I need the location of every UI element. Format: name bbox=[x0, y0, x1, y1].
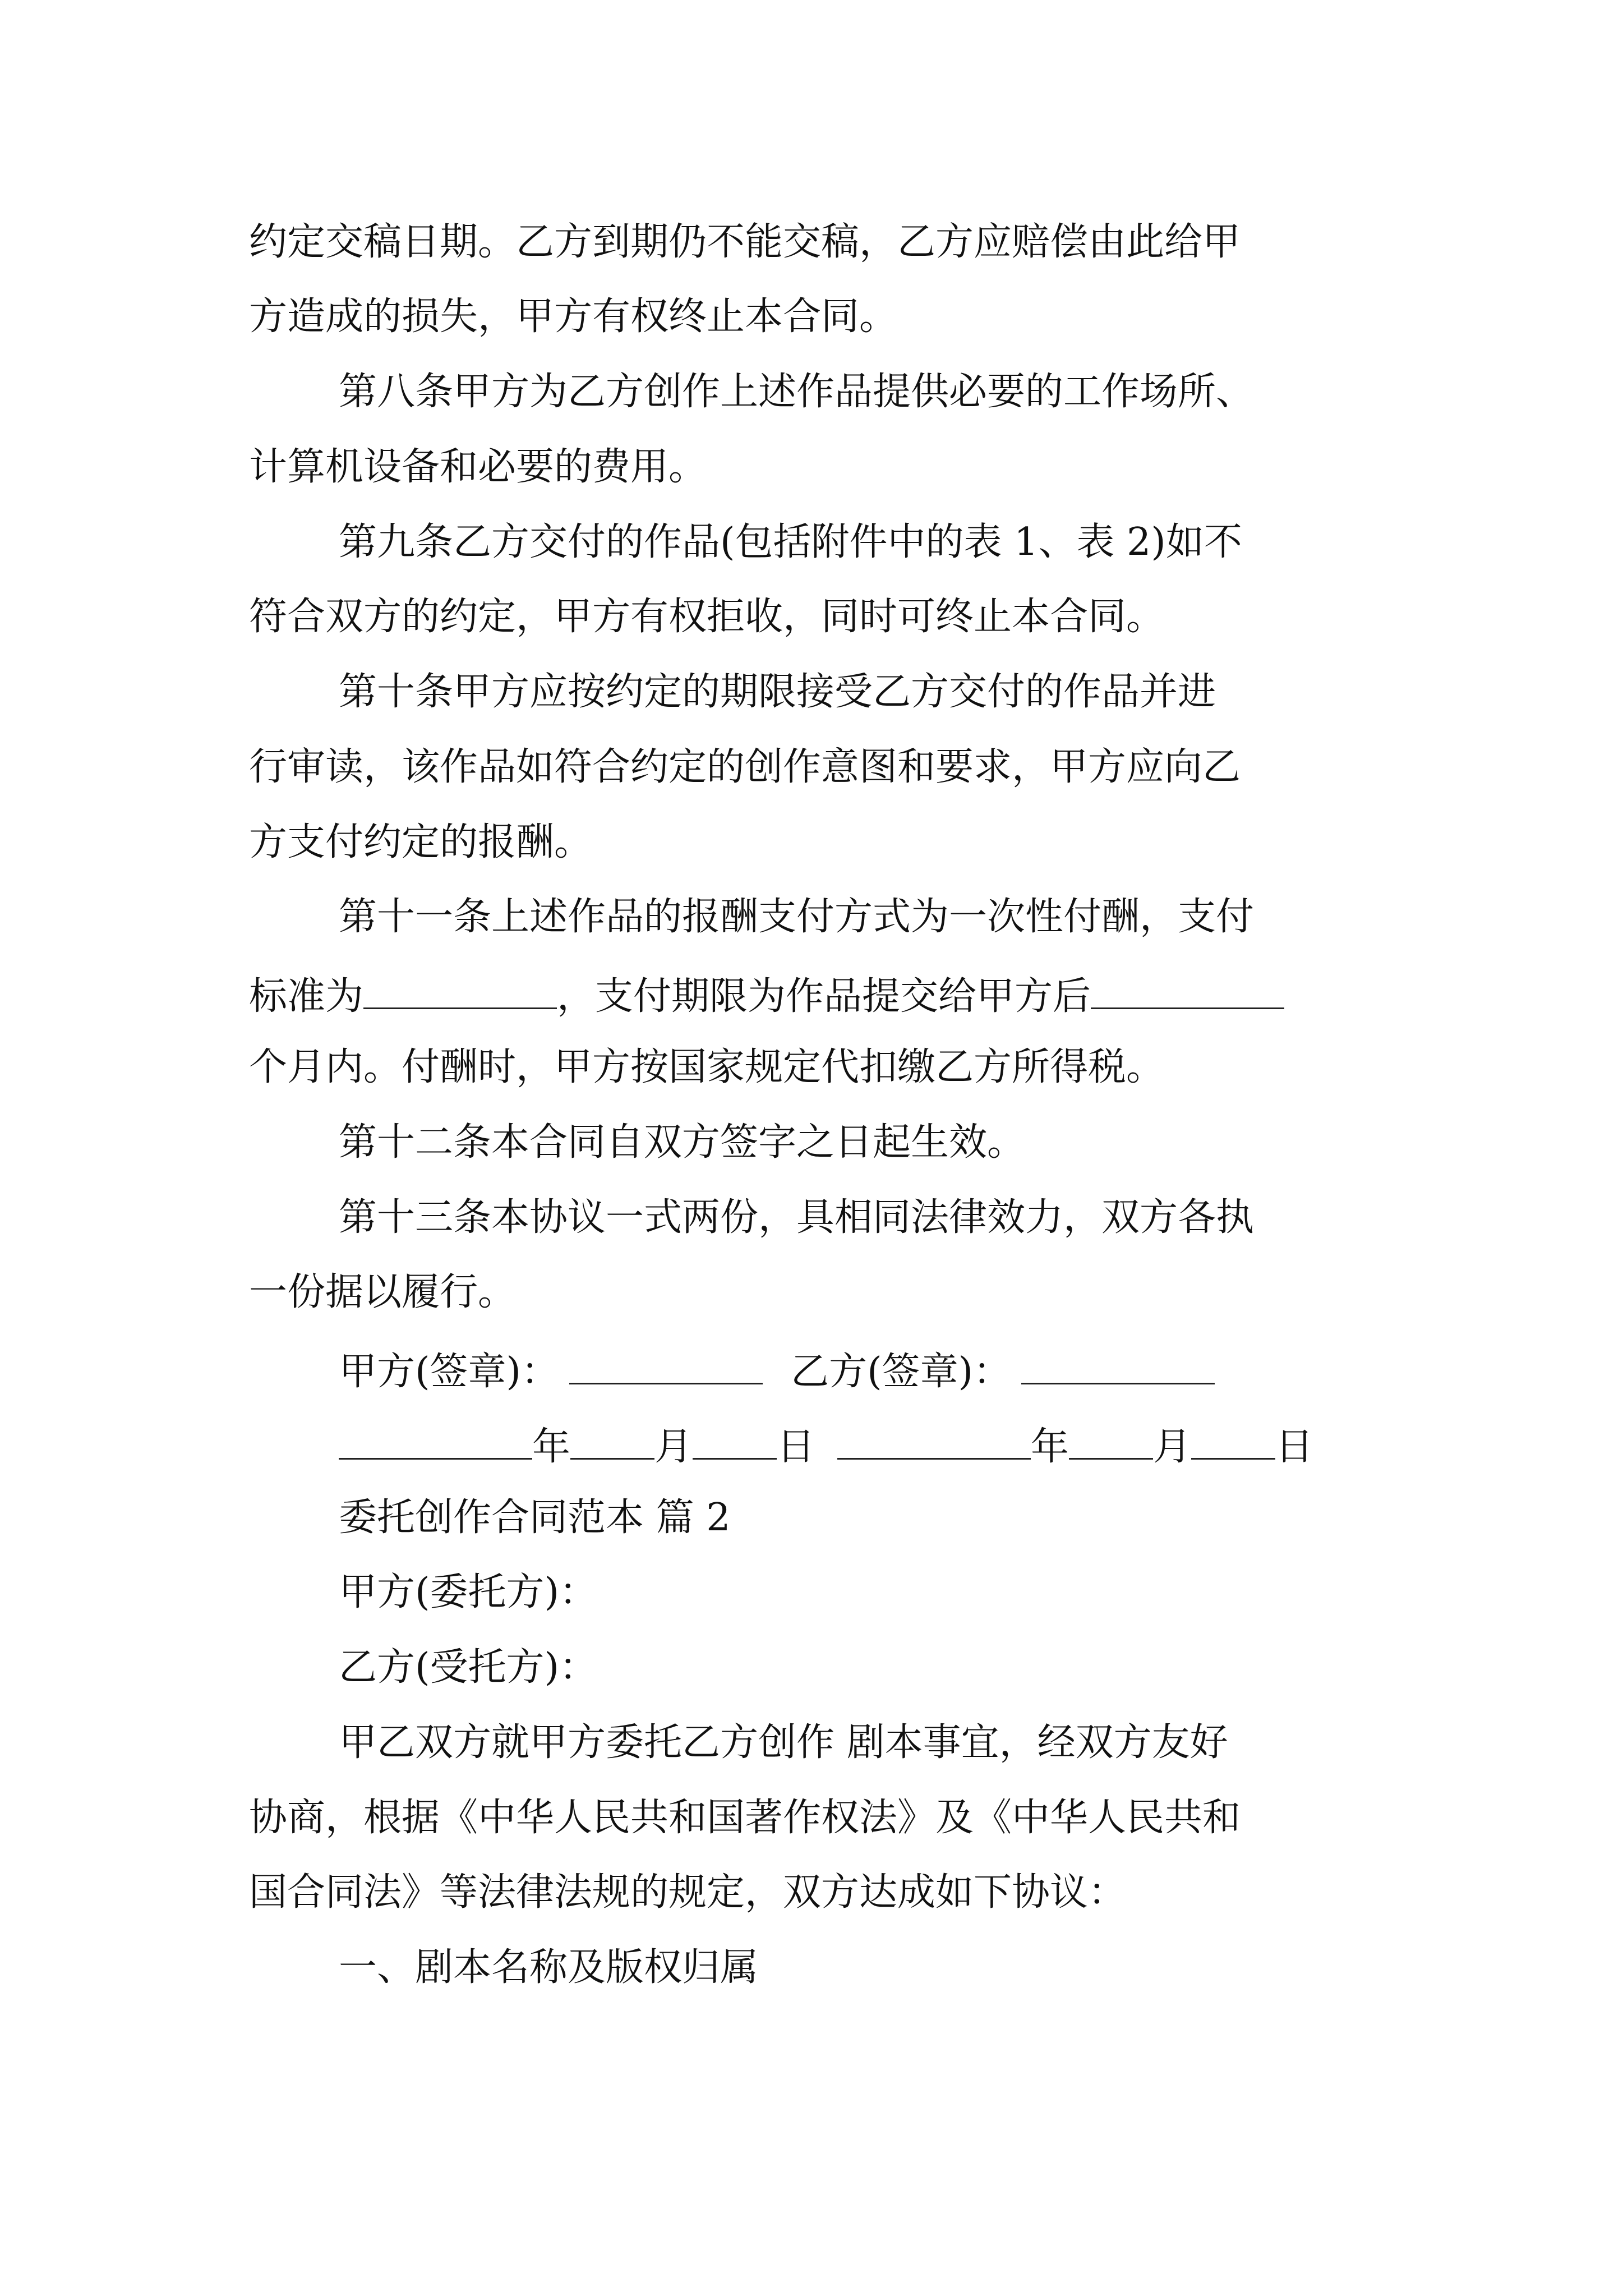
party-b-sign-blank[interactable] bbox=[1021, 1349, 1215, 1384]
party-b-month-blank[interactable] bbox=[1069, 1424, 1153, 1460]
paragraph-line: 一份据以履行。 bbox=[249, 1270, 517, 1314]
paragraph-line: 方造成的损失，甲方有权终止本合同。 bbox=[249, 295, 898, 339]
party-a-sign-blank[interactable] bbox=[569, 1349, 763, 1384]
clause-10-line: 第十条甲方应按约定的期限接受乙方交付的作品并进 bbox=[339, 670, 1216, 714]
payment-term-blank[interactable] bbox=[1091, 973, 1284, 1009]
party-b-line: 乙方(受托方)： bbox=[339, 1645, 598, 1690]
paragraph-line: 个月内。付酬时，甲方按国家规定代扣缴乙方所得税。 bbox=[249, 1045, 1165, 1089]
payment-standard-blank[interactable] bbox=[363, 973, 557, 1009]
section-title: 一、剧本名称及版权归属 bbox=[339, 1945, 759, 1990]
signature-line bbox=[339, 1349, 1215, 1395]
month-label: 月 bbox=[654, 1425, 693, 1470]
date-line bbox=[339, 1424, 1314, 1470]
party-b-sign-label: 乙方(签章)： bbox=[791, 1350, 1012, 1395]
clause-11-line: 第十一条上述作品的报酬支付方式为一次性付酬，支付 bbox=[339, 895, 1255, 939]
party-b-year-blank[interactable] bbox=[837, 1424, 1031, 1460]
month-label: 月 bbox=[1153, 1425, 1192, 1470]
paragraph-line: 国合同法》等法律法规的规定，双方达成如下协议： bbox=[249, 1870, 1127, 1915]
payment-term-label: ，支付期限为作品提交给甲方后 bbox=[557, 974, 1091, 1019]
agreement-intro-line: 甲乙双方就甲方委托乙方创作 剧本事宜，经双方友好 bbox=[339, 1720, 1228, 1765]
paragraph-line: 方支付约定的报酬。 bbox=[249, 820, 593, 864]
paragraph-line: 行审读，该作品如符合约定的创作意图和要求，甲方应向乙 bbox=[249, 745, 1241, 789]
clause-13-line: 第十三条本协议一式两份，具相同法律效力，双方各执 bbox=[339, 1195, 1255, 1240]
payment-standard-label: 标准为 bbox=[249, 974, 364, 1019]
party-a-year-blank[interactable] bbox=[339, 1424, 532, 1460]
party-a-line: 甲方(委托方)： bbox=[339, 1570, 598, 1614]
clause-9-line: 第九条乙方交付的作品(包括附件中的表 1、表 2)如不 bbox=[339, 520, 1242, 564]
party-a-sign-label: 甲方(签章)： bbox=[339, 1350, 560, 1395]
section-heading: 委托创作合同范本 篇 2 bbox=[339, 1496, 731, 1540]
party-a-month-blank[interactable] bbox=[570, 1424, 654, 1460]
year-label: 年 bbox=[532, 1425, 571, 1470]
paragraph-line: 协商，根据《中华人民共和国著作权法》及《中华人民共和 bbox=[249, 1796, 1241, 1840]
party-a-day-blank[interactable] bbox=[693, 1424, 777, 1460]
paragraph-line: 符合双方的约定，甲方有权拒收，同时可终止本合同。 bbox=[249, 595, 1165, 639]
paragraph-line: 约定交稿日期。乙方到期仍不能交稿，乙方应赔偿由此给甲 bbox=[249, 220, 1241, 264]
day-label: 日 bbox=[1275, 1425, 1314, 1470]
year-label: 年 bbox=[1031, 1425, 1069, 1470]
payment-line bbox=[249, 973, 1284, 1019]
clause-12-line: 第十二条本合同自双方签字之日起生效。 bbox=[339, 1120, 1026, 1165]
day-label: 日 bbox=[777, 1425, 815, 1470]
party-b-day-blank[interactable] bbox=[1191, 1424, 1275, 1460]
paragraph-line: 计算机设备和必要的费用。 bbox=[249, 445, 707, 489]
clause-8-line: 第八条甲方为乙方创作上述作品提供必要的工作场所、 bbox=[339, 370, 1255, 414]
